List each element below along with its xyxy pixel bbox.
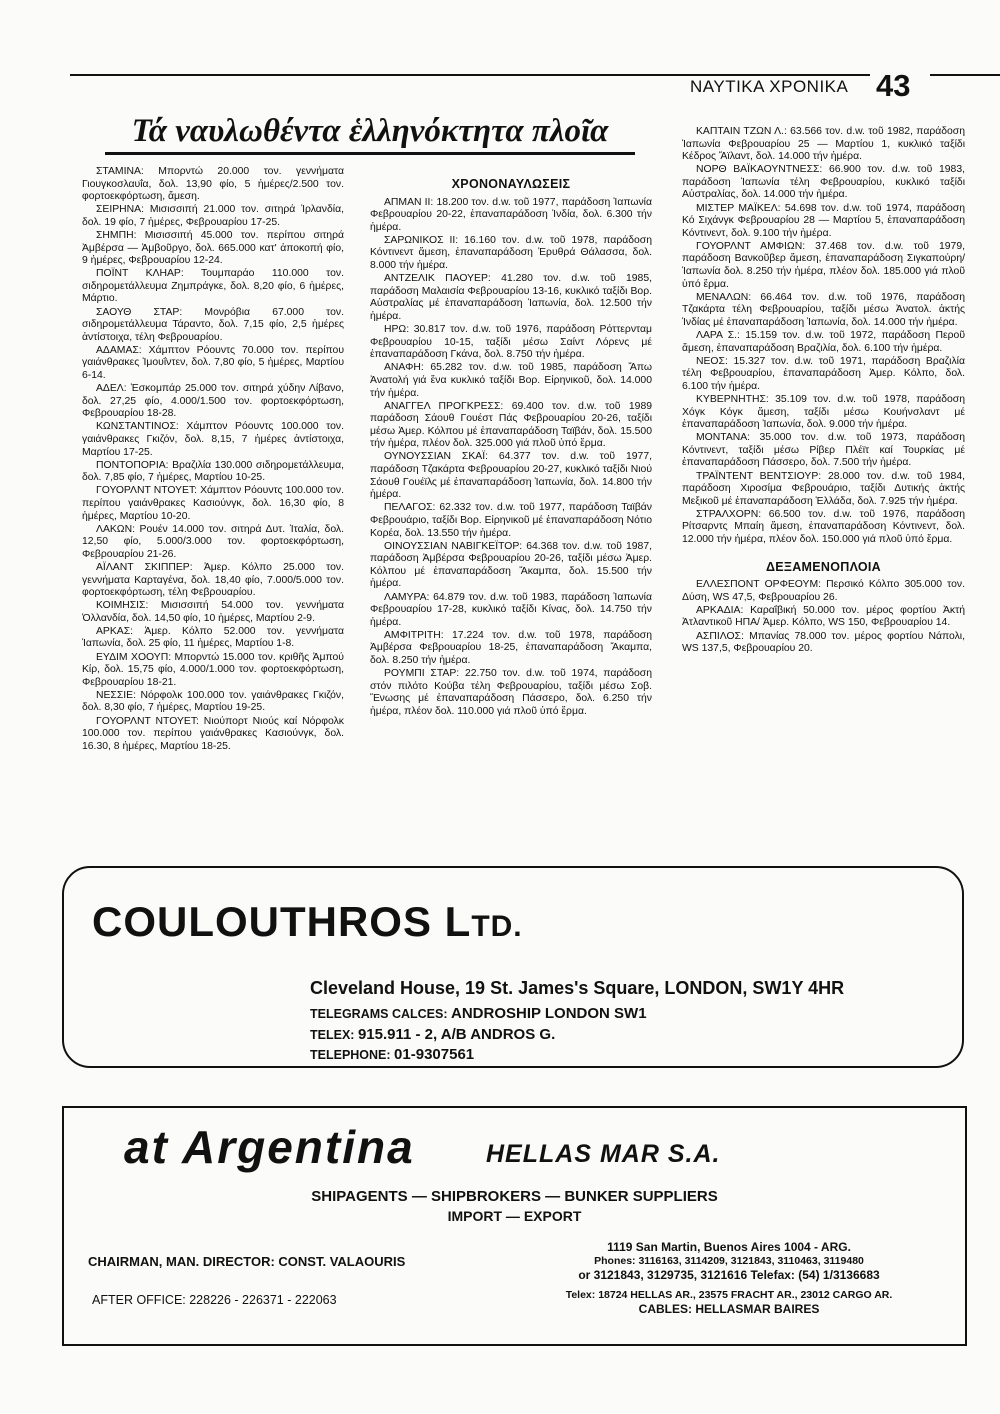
charter-entry: ΛΑΚΩΝ: Ρουέν 14.000 τον. σιτηρά Δυτ. Ἰταλία, δολ. 12,50 φίο, 5.000/3.000 τον. φορτοεκφόρτωση, Φεβρουαρίου 21-26.	[82, 523, 344, 560]
charter-entry: ΓΟΥΟΡΛΝΤ ΝΤΟΥΕΤ: Χάμπτον Ρόουντς 100.000 τον. περίπου γαιάνθρακες Κασιούνγκ, δολ. 16,30 φίο, 8 ἡμέρες, Μαρτίου 10-20.	[82, 485, 344, 522]
charter-entry: ΠΟΪΝΤ ΚΛΗΑΡ: Τουμπαράο 110.000 τον. σιδηρομετάλλευμα Ζημπράγκε, δολ. 8,20 φίο, 6 ἡμέρες, Μάρτιο.	[82, 268, 344, 305]
charter-entry: ΚΩΝΣΤΑΝΤΙΝΟΣ: Χάμπτον Ρόουντς 100.000 τον. γαιάνθρακες Γκιζόν, δολ. 8,15, 7 ἡμέρες ἀντίστοιχα, Μαρτίου 17-25.	[82, 421, 344, 458]
ad-company-name	[92, 898, 523, 946]
header-rule-left	[70, 74, 870, 76]
tanker-entry: ΑΡΚΑΔΙΑ: Καραΐβική 50.000 τον. μέρος φορτίου Ἀκτή Ἀτλαντικοῦ ΗΠΑ/ Ἀμερ. Κόλπο, WS 150, Φεβρουαρίου 14.	[682, 604, 965, 629]
charter-entry: ΣΑΡΩΝΙΚΟΣ ΙΙ: 16.160 τον. d.w. τοῦ 1978, παράδοση Κόντινεντ ἄμεση, ἐπαναπαράδοση Ἐρυθρά Θάλασσα, δολ. 8.000 τήν ἡμέρα.	[370, 234, 652, 272]
charter-entry: ΣΑΟΥΘ ΣΤΑΡ: Μονρόβια 67.000 τον. σιδηρομετάλλευμα Τάραντο, δολ. 7,15 φίο, 2,5 ἡμέρες ἀντίστοιχα, τέλη Φεβρουαρίου.	[82, 306, 344, 343]
charter-entry: ΑΝΤΖΕΛΙΚ ΠΑΟΥΕΡ: 41.280 τον. d.w. τοῦ 1985, παράδοση Μαλαισία Φεβρουαρίου 13-16, κυκλικό ταξίδι Βορ. Αὐστραλίας μέ ἐπαναπαράδοση Ἰαπωνία, δολ. 12.500 τήν ἡμέρα.	[370, 273, 652, 322]
charter-entry: ΛΑΡΑ Σ.: 15.159 τον. d.w. τοῦ 1972, παράδοση Περοῦ ἄμεση, ἐπαναπαράδοση Βραζιλία, δολ. 6.100 τήν ἡμέρα.	[682, 330, 965, 354]
ad-coulouthros	[62, 866, 964, 1068]
section-title-time-charters: ΧΡΟΝΟΝΑΥΛΩΣΕΙΣ	[451, 177, 571, 191]
charter-entry: ΝΕΟΣ: 15.327 τον. d.w. τοῦ 1971, παράδοση Βραζιλία τέλη Φεβρουαρίου, ἐπαναπαράδοση Ἀμερ. Κόλπο, δολ. 6.100 τήν ἡμέρα.	[682, 355, 965, 392]
charter-entry: ΗΡΩ: 30.817 τον. d.w. τοῦ 1976, παράδοση Ρόττερνταμ Φεβρουαρίου 10-15, ταξίδι μέσω Σαίντ Λόρενς μέ ἐπαναπαράδοση Γκάνα, δολ. 8.750 τήν ἡμέρα.	[370, 324, 652, 361]
ad-phones-alt: or 3121843, 3129735, 3121616 Telefax: (54) 1/3136683	[578, 1268, 880, 1282]
telephone-label: TELEPHONE:	[310, 1048, 391, 1062]
charter-entry: ΑΔΕΛ: Ἐσκομπάρ 25.000 τον. σιτηρά χύδην Λίβανο, δολ. 27,25 φίο, 4.000/1.500 τον. φορτοεκφόρτωση, Φεβρουαρίου 18-28.	[82, 383, 344, 420]
charter-entry: ΚΑΠΤΑΙΝ ΤΖΩΝ Λ.: 63.566 τον. d.w. τοῦ 1982, παράδοση Ἰαπωνία Φεβρουαρίου 25 — Μαρτίου 1, κυκλικό ταξίδι Κέδρος Ἄϊλαντ, δολ. 14.000 τήν ἡμέρα.	[682, 126, 965, 163]
running-head: ΝΑΥΤΙΚΑ ΧΡΟΝΙΚΑ	[690, 77, 849, 96]
charter-entry: ΑΝΑΦΗ: 65.282 τον. d.w. τοῦ 1985, παράδοση Ἄπω Ἀνατολή γιά ἕνα κυκλικό ταξίδι Βορ. Εἰρηνικοῦ, δολ. 14.000 τήν ἡμέρα.	[370, 362, 652, 399]
article-title: Τά ναυλωθέντα ἑλληνόκτητα πλοῖα	[105, 112, 635, 155]
charter-entry: ΚΟΙΜΗΣΙΣ: Μισισσιπή 54.000 τον. γεννήματα Ὀλλανδία, δολ. 14,50 φίο, 10 ἡμέρες, Μαρτίου 2-9.	[82, 600, 344, 624]
charter-entry: ΠΕΛΑΓΟΣ: 62.332 τον. d.w. τοῦ 1977, παράδοση Ταϊβάν Φεβρουάριο, ταξίδι Βορ. Εἰρηνικοῦ μέ ἐπαναπαράδοση Νότιο Κορέα, δολ. 13.550 τήν ἡμέρα.	[370, 502, 652, 539]
telex-value: 915.911 - 2, A/B ANDROS G.	[357, 1026, 556, 1043]
ad-telex	[310, 1026, 555, 1043]
column-2	[370, 176, 652, 719]
charter-entry: ΑΔΑΜΑΣ: Χάμπτον Ρόουντς 70.000 τον. περίπου γαιάνθρακες Ἰμουΐντεν, δολ. 7,80 φίο, 5 ἡμέρες, Μαρτίου 6-14.	[82, 344, 344, 381]
telephone-value: 01-9307561	[394, 1046, 475, 1063]
charter-entry: ΠΟΝΤΟΠΟΡΙΑ: Βραζιλία 130.000 σιδηρομετάλλευμα, δολ. 7,85 φίο, 7 ἡμέρες, Μαρτίου 10-25.	[82, 459, 344, 484]
ad-services: SHIPAGENTS — SHIPBROKERS — BUNKER SUPPLIERS	[311, 1188, 718, 1205]
charter-entry: ΓΟΥΟΡΛΝΤ ΝΤΟΥΕΤ: Νιούπορτ Νιούς καί Νόρφολκ 100.000 τον. περίπου γαιάνθρακες Κασιούνγκ, δολ. 16.30, 8 ἡμέρες, Μαρτίου 18-25.	[82, 715, 344, 752]
ad-import-export: IMPORT — EXPORT	[447, 1208, 582, 1224]
ad-address: Cleveland House, 19 St. James's Square, LONDON, SW1Y 4HR	[310, 978, 845, 998]
charter-entry: ΣΤΑΜΙΝΑ: Μπορντώ 20.000 τον. γεννήματα Γιουγκοσλαυΐα, δολ. 13,90 φίο, 5 ἡμέρες/2.500 τον. φορτοεκφόρτωση, ἄμεση.	[82, 166, 344, 203]
charter-entry: ΤΡΑΪΝΤΕΝΤ ΒΕΝΤΣΙΟΥΡ: 28.000 τον. d.w. τοῦ 1984, παράδοση Χιροσίμα Φεβρουάριο, ταξίδι Δυτικής ἀκτής Μεξικοῦ μέ ἐπαναπαράδοση Ἑλλάδα, δολ. 7.925 τήν ἡμέρα.	[682, 470, 965, 507]
charter-entry: ΝΟΡΘ ΒΑΪΚΑΟΥΝΤΝΕΣΣ: 66.900 τον. d.w. τοῦ 1983, παράδοση Ἰαπωνία τέλη Φεβρουαρίου, κυκλικό ταξίδι Αὐστραλίας, δολ. 14.000 τήν ἡμέρα.	[682, 164, 965, 201]
charter-entry: ΟΥΝΟΥΣΣΙΑΝ ΣΚΑΪ: 64.377 τον. d.w. τοῦ 1977, παράδοση Τζακάρτα Φεβρουαρίου 20-27, κυκλικό ταξίδι Νιού Σάουθ Γουέϊλς μέ ἐπαναπαράδοση Ἰαπωνία, δολ. 14.800 τήν ἡμέρα.	[370, 451, 652, 501]
charter-entry: ΜΕΝΑΛΩΝ: 66.464 τον. d.w. τοῦ 1976, παράδοση Τζακάρτα τέλη Φεβρουαρίου, ταξίδι μέσω Ἀνατολ. ἀκτής Ἰνδίας μέ ἐπαναπαράδοση Ἰαπωνία, δολ. 14.000 τήν ἡμέρα.	[682, 291, 965, 328]
ad-cables: CABLES: HELLASMAR BAIRES	[638, 1302, 820, 1316]
ad-chairman: CHAIRMAN, MAN. DIRECTOR: CONST. VALAOURIS	[88, 1254, 406, 1269]
section-title-tankers: ΔΕΞΑΜΕΝΟΠΛΟΙΑ	[765, 559, 882, 574]
ad-company-name: HELLAS MAR S.A.	[486, 1140, 721, 1168]
charter-entry: ΑΝΑΓΓΕΛ ΠΡΟΓΚΡΕΣΣ: 69.400 τον. d.w. τοῦ 1989 παράδοση Σάουθ Γουέστ Πάς Φεβρουαρίου 20-26, ταξίδι μέσω Ἀμερ. Κόλπου μέ ἐπαναπαράδοση Ταϊβάν, δολ. 15.500 τήν ἡμέρα, πλέον δολ. 325.000 γιά πλοῦ ὑπό ἔρμα.	[370, 400, 652, 450]
tanker-entry: ΑΣΠΙΛΟΣ: Μπανίας 78.000 τον. μέρος φορτίου Νάπολι, WS 137,5, Φεβρουαρίου 20.	[682, 630, 965, 655]
ad-hellasmar	[62, 1106, 967, 1346]
telegrams-label: TELEGRAMS CALCES:	[310, 1007, 448, 1021]
header-rule-right	[930, 74, 1000, 76]
charter-entry: ΓΟΥΟΡΛΝΤ ΑΜΦΙΩΝ: 37.468 τον. d.w. τοῦ 1979, παράδοση Βανκοῦβερ ἄμεση, ἐπαναπαράδοση Σιγκαπούρη/ Ἰαπωνία δολ. 8.250 τήν ἡμέρα, πλέον δολ. 185.000 γιά πλοῦ ὑπό ἔρμα.	[682, 240, 965, 290]
ad-telex: Telex: 18724 HELLAS AR., 23575 FRACHT AR., 23012 CARGO AR.	[565, 1289, 893, 1301]
charter-entry: ΜΟΝΤΑΝΑ: 35.000 τον. d.w. τοῦ 1973, παράδοση Κόντινεντ, ταξίδι μέσω Ρίβερ Πλέϊτ καί Τουρκίας μέ ἐπαναπαράδοση Πάσσερο, δολ. 7.500 τήν ἡμέρα.	[682, 432, 965, 469]
telegrams-value: ANDROSHIP LONDON SW1	[450, 1005, 647, 1022]
column-1	[82, 166, 344, 754]
ad-telephone	[310, 1046, 474, 1063]
ad-after-office: AFTER OFFICE: 228226 - 226371 - 222063	[92, 1293, 337, 1307]
charter-entry: ΑΡΚΑΣ: Ἀμερ. Κόλπο 52.000 τον. γεννήματα Ἰαπωνία, δολ. 25 φίο, 11 ἡμέρες, Μαρτίου 1-8.	[82, 625, 344, 650]
charter-entry: ΑΜΦΙΤΡΙΤΗ: 17.224 τον. d.w. τοῦ 1978, παράδοση Ἀμβέρσα Φεβρουαρίου 18-25, ἐπαναπαράδοση Ἄκαμπα, δολ. 8.250 τήν ἡμέρα.	[370, 629, 652, 666]
ad-headline: at Argentina	[124, 1121, 415, 1173]
column-3	[682, 126, 965, 656]
ad-contact-block	[539, 1240, 919, 1316]
ad-phones: Phones: 3116163, 3114209, 3121843, 3110463, 3119480	[594, 1255, 864, 1267]
charter-entry: ΝΕΣΣΙΕ: Νόρφολκ 100.000 τον. γαιάνθρακες Γκιζόν, δολ. 8,30 φίο, 7 ἡμέρες, Μαρτίου 19-25.	[82, 689, 344, 714]
charter-entry: ΚΥΒΕΡΝΗΤΗΣ: 35.109 τον. d.w. τοῦ 1978, παράδοση Χόγκ Κόγκ ἄμεση, ταξίδι μέσω Κουήνσλαντ μέ ἐπαναπαράδοση Ἰαπωνία, δολ. 9.000 τήν ἡμέρα.	[682, 393, 965, 431]
tanker-entry: ΕΛΛΕΣΠΟΝΤ ΟΡΦΕΟΥΜ: Περσικό Κόλπο 305.000 τον. Δύση, WS 47,5, Φεβρουαρίου 26.	[682, 579, 965, 603]
company-name-suffix: TD.	[471, 910, 523, 943]
charter-entry: ΑΪΛΑΝΤ ΣΚΙΠΠΕΡ: Ἀμερ. Κόλπο 25.000 τον. γεννήματα Καρταγένα, δολ. 18,40 φίο, 7.000/5.000 τον. φορτοεκφόρτωση, τέλη Φεβρουαρίου.	[82, 561, 344, 599]
charter-entry: ΟΙΝΟΥΣΣΙΑΝ ΝΑΒΙΓΚΕΪΤΟΡ: 64.368 τον. d.w. τοῦ 1987, παράδοση Ἀμβέρσα Φεβρουαρίου 20-26, ταξίδι μέσω Ἀμερ. Κόλπου μέ ἐπαναπαράδοση Ἄκαμπα, δολ. 15.500 τήν ἡμέρα.	[370, 540, 652, 590]
charter-entry: ΕΥΔΙΜ ΧΟΟΥΠ: Μπορντώ 15.000 τον. κριθῆς Ἀμπού Κίρ, δολ. 15,75 φίο, 4.000/1.000 τον. φορτοεκφόρτωση, Φεβρουαρίου 18-21.	[82, 651, 344, 688]
charter-entry: ΜΙΣΤΕΡ ΜΑΪΚΕΛ: 54.698 τον. d.w. τοῦ 1974, παράδοση Κό Σιχάνγκ Φεβρουαρίου 28 — Μαρτίου 5, ἐπαναπαράδοση Κόντινεντ, δολ. 9.100 τήν ἡμέρα.	[682, 202, 965, 239]
charter-entry: ΣΕΙΡΗΝΑ: Μισισσιπή 21.000 τον. σιτηρά Ἰρλανδία, δολ. 19 φίο, 7 ἡμέρες, Φεβρουαρίου 17-25.	[82, 204, 344, 228]
charter-entry: ΡΟΥΜΠΙ ΣΤΑΡ: 22.750 τον. d.w. τοῦ 1974, παράδοση στόν πιλότο Κούβα τέλη Φεβρουαρίου, ταξίδι μέσω Σοβ. Ἕνωσης μέ ἐπαναπαράδοση Πάσσερο, δολ. 6.250 τήν ἡμέρα, πλέον δολ. 110.000 γιά πλοῦ ὑπό ἔρμα.	[370, 668, 652, 717]
charter-entry: ΣΗΜΠΗ: Μισισσιπή 45.000 τον. περίπου σιτηρά Ἀμβέρσα — Ἀμβοῦργο, δολ. 665.000 κατ' ἀποκοπή φίο, 9 ἡμέρες, Φεβρουαρίου 12-24.	[82, 229, 344, 267]
company-name-main: COULOUTHROS L	[92, 898, 472, 945]
page-number: 43	[876, 68, 911, 103]
ad-address: 1119 San Martin, Buenos Aires 1004 - ARG.	[607, 1240, 851, 1254]
charter-entry: ΑΠΜΑΝ ΙΙ: 18.200 τον. d.w. τοῦ 1977, παράδοση Ἰαπωνία Φεβρουαρίου 20-22, ἐπαναπαράδοση Ἰνδία, δολ. 6.300 τήν ἡμέρα.	[370, 196, 652, 233]
telex-label: TELEX:	[310, 1028, 355, 1042]
charter-entry: ΣΤΡΑΛΧΟΡΝ: 66.500 τον. d.w. τοῦ 1976, παράδοση Ρίτσαρντς Μπαίη ἄμεση, ἐπαναπαράδοση Κόντινεντ, δολ. 12.000 τήν ἡμέρα, πλέον δολ. 150.000 γιά πλοῦ ὑπό ἔρμα.	[682, 508, 965, 545]
charter-entry: ΛΑΜΥΡΑ: 64.879 τον. d.w. τοῦ 1983, παράδοση Ἰαπωνία Φεβρουαρίου 17-28, κυκλικό ταξίδι Κίνας, δολ. 14.750 τήν ἡμέρα.	[370, 591, 652, 628]
ad-telegrams	[310, 1005, 647, 1022]
